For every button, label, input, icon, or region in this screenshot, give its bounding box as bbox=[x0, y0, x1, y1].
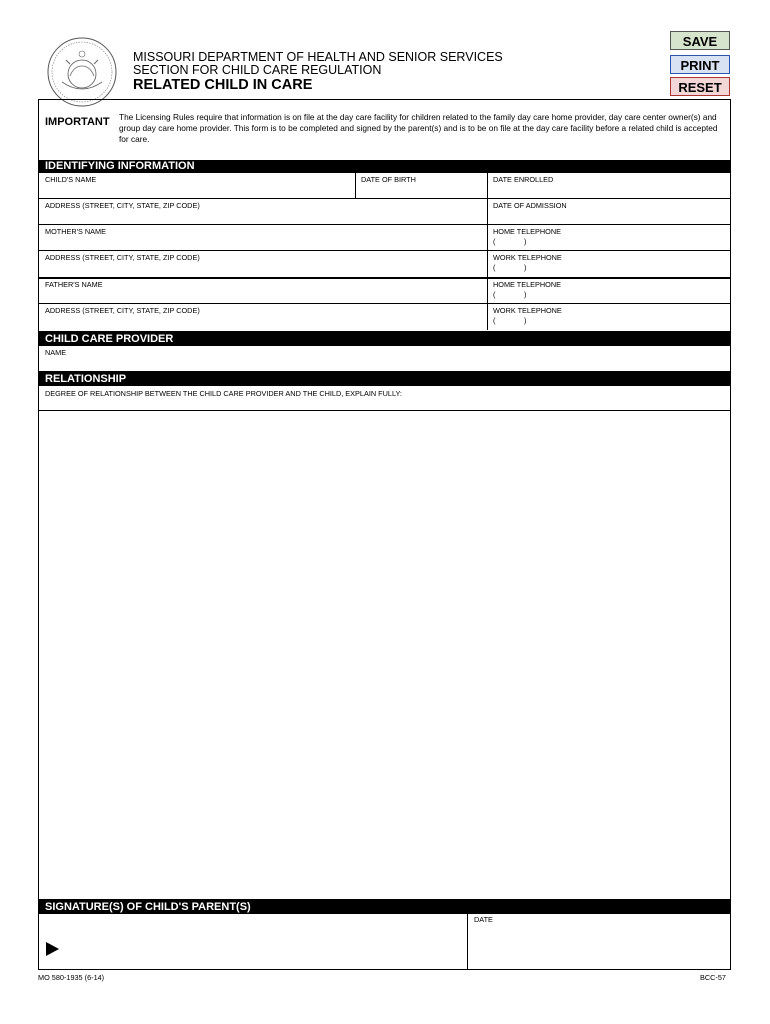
divider bbox=[467, 913, 468, 969]
date-of-admission-label: DATE OF ADMISSION bbox=[493, 201, 567, 210]
missouri-state-seal-icon bbox=[46, 36, 118, 108]
identifying-information-heading: IDENTIFYING INFORMATION bbox=[38, 160, 731, 173]
divider bbox=[38, 303, 731, 304]
divider bbox=[487, 173, 488, 330]
provider-name-label: NAME bbox=[45, 348, 67, 357]
form-code: BCC-57 bbox=[700, 973, 726, 982]
paren-close: ) bbox=[524, 316, 527, 325]
paren-open: ( bbox=[493, 263, 496, 272]
divider bbox=[355, 173, 356, 198]
paren-close: ) bbox=[524, 290, 527, 299]
paren-open: ( bbox=[493, 316, 496, 325]
relationship-heading: RELATIONSHIP bbox=[38, 371, 731, 386]
father-address-label: ADDRESS (STREET, CITY, STATE, ZIP CODE) bbox=[45, 306, 200, 315]
date-of-birth-label: DATE OF BIRTH bbox=[361, 175, 416, 184]
father-work-telephone-label: WORK TELEPHONE bbox=[493, 306, 562, 315]
degree-of-relationship-label: DEGREE OF RELATIONSHIP BETWEEN THE CHILD CARE PROVIDER AND THE CHILD, EXPLAIN FULLY: bbox=[45, 389, 402, 398]
date-enrolled-label: DATE ENROLLED bbox=[493, 175, 554, 184]
relationship-explanation-field[interactable] bbox=[40, 412, 729, 898]
department-name: MISSOURI DEPARTMENT OF HEALTH AND SENIOR SERVICES bbox=[133, 50, 503, 64]
form-number: MO 580-1935 (6-14) bbox=[38, 973, 105, 982]
important-text: The Licensing Rules require that information is on file at the day care facility for children related to the family day care home provider, day care center owner(s) and group day care home provider. This form is to be completed and signed by the parent(s) and is to be on file at the day care facility before a related child is accepted for care. bbox=[119, 112, 718, 144]
mothers-name-label: MOTHER'S NAME bbox=[45, 227, 106, 236]
paren-open: ( bbox=[493, 237, 496, 246]
parent-signature-field[interactable] bbox=[64, 928, 464, 966]
mother-address-label: ADDRESS (STREET, CITY, STATE, ZIP CODE) bbox=[45, 253, 200, 262]
divider bbox=[38, 250, 731, 251]
form-title: RELATED CHILD IN CARE bbox=[133, 77, 313, 93]
play-arrow-icon bbox=[46, 942, 59, 956]
paren-close: ) bbox=[524, 263, 527, 272]
divider bbox=[38, 224, 731, 225]
important-label: IMPORTANT bbox=[45, 116, 110, 128]
child-care-provider-heading: CHILD CARE PROVIDER bbox=[38, 331, 731, 346]
mother-home-telephone-label: HOME TELEPHONE bbox=[493, 227, 561, 236]
divider bbox=[38, 410, 731, 411]
print-button[interactable]: PRINT bbox=[670, 55, 730, 74]
paren-open: ( bbox=[493, 290, 496, 299]
signature-date-label: DATE bbox=[474, 915, 493, 924]
paren-close: ) bbox=[524, 237, 527, 246]
child-address-label: ADDRESS (STREET, CITY, STATE, ZIP CODE) bbox=[45, 201, 200, 210]
father-home-telephone-label: HOME TELEPHONE bbox=[493, 280, 561, 289]
divider bbox=[38, 198, 731, 199]
save-button[interactable]: SAVE bbox=[670, 31, 730, 50]
mother-work-telephone-label: WORK TELEPHONE bbox=[493, 253, 562, 262]
childs-name-label: CHILD'S NAME bbox=[45, 175, 97, 184]
divider bbox=[38, 277, 731, 279]
signature-heading: SIGNATURE(S) OF CHILD'S PARENT(S) bbox=[38, 899, 731, 914]
reset-button[interactable]: RESET bbox=[670, 77, 730, 96]
fathers-name-label: FATHER'S NAME bbox=[45, 280, 103, 289]
section-name: SECTION FOR CHILD CARE REGULATION bbox=[133, 63, 382, 77]
